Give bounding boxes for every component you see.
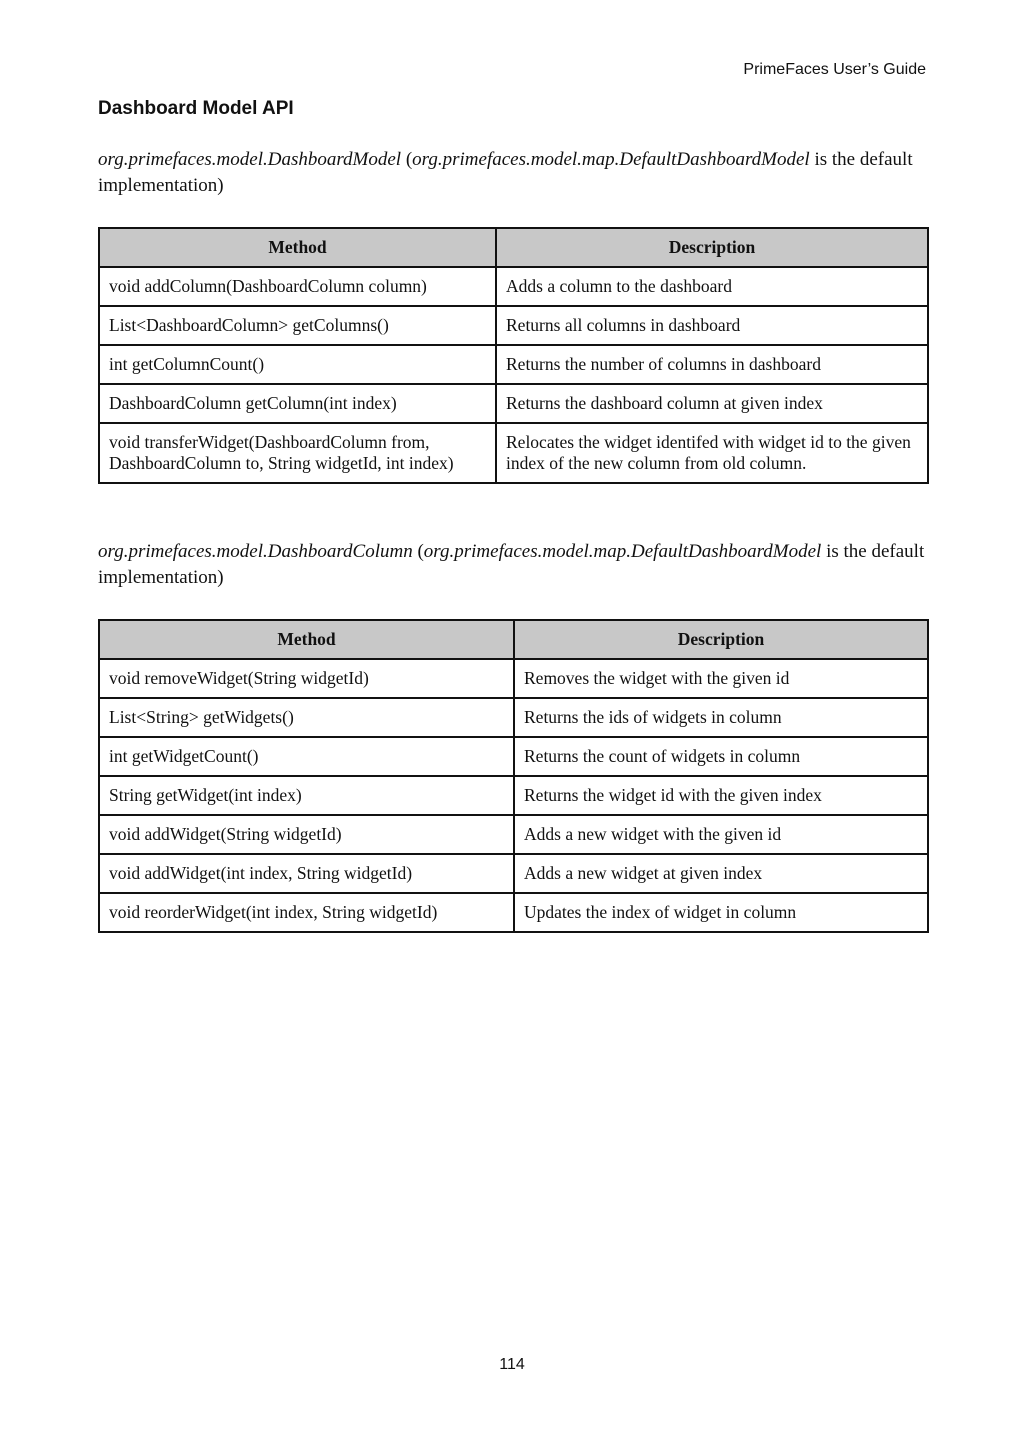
description-cell: Returns the dashboard column at given index (496, 384, 928, 423)
description-cell: Adds a new widget at given index (514, 854, 928, 893)
table-row (99, 306, 928, 345)
column-intro-tail: is the default implementation) (98, 541, 925, 588)
dashboard-model-table (98, 227, 929, 484)
description-cell: Returns the number of columns in dashboard (496, 345, 928, 384)
model-class-name: org.primefaces.model.DashboardModel (98, 149, 402, 170)
method-cell: void addWidget(int index, String widgetId) (99, 854, 514, 893)
column-header-description: Description (496, 228, 928, 267)
column-class-name: org.primefaces.model.DashboardColumn (98, 541, 413, 562)
description-cell: Returns the widget id with the given index (514, 776, 928, 815)
table-row (99, 384, 928, 423)
column-header-method: Method (99, 228, 496, 267)
table-header-row (99, 228, 928, 267)
page-number: 114 (499, 1356, 525, 1373)
method-cell: int getWidgetCount() (99, 737, 514, 776)
description-cell: Adds a new widget with the given id (514, 815, 928, 854)
method-cell: String getWidget(int index) (99, 776, 514, 815)
section-title: Dashboard Model API (98, 98, 294, 119)
method-cell: void addColumn(DashboardColumn column) (99, 267, 496, 306)
description-cell: Returns the count of widgets in column (514, 737, 928, 776)
table-row (99, 345, 928, 384)
dashboard-model-intro (98, 147, 926, 199)
method-cell: List<DashboardColumn> getColumns() (99, 306, 496, 345)
table-row (99, 854, 928, 893)
method-cell: List<String> getWidgets() (99, 698, 514, 737)
method-cell: int getColumnCount() (99, 345, 496, 384)
table-header-row (99, 620, 928, 659)
column-header-description: Description (514, 620, 928, 659)
description-cell: Returns the ids of widgets in column (514, 698, 928, 737)
table-row (99, 267, 928, 306)
description-cell: Returns all columns in dashboard (496, 306, 928, 345)
column-header-method: Method (99, 620, 514, 659)
method-cell: DashboardColumn getColumn(int index) (99, 384, 496, 423)
description-cell: Updates the index of widget in column (514, 893, 928, 932)
table-row (99, 423, 928, 483)
table-row (99, 776, 928, 815)
column-intro-open: ( (412, 541, 424, 562)
dashboard-column-table (98, 619, 929, 933)
table-row (99, 659, 928, 698)
method-cell: void addWidget(String widgetId) (99, 815, 514, 854)
description-cell: Removes the widget with the given id (514, 659, 928, 698)
model-intro-open: ( (401, 149, 413, 170)
model-intro-tail: is the default implementation) (98, 149, 913, 196)
column-impl-class-name: org.primefaces.model.map.DefaultDashboardModel (423, 541, 822, 562)
table-row (99, 737, 928, 776)
method-cell: void reorderWidget(int index, String widgetId) (99, 893, 514, 932)
description-cell: Relocates the widget identifed with widget id to the given index of the new column from old column. (496, 423, 928, 483)
running-header: PrimeFaces User’s Guide (743, 61, 926, 78)
dashboard-column-intro (98, 539, 926, 591)
table-row (99, 698, 928, 737)
method-cell: void transferWidget(DashboardColumn from, DashboardColumn to, String widgetId, int index) (99, 423, 496, 483)
table-row (99, 893, 928, 932)
method-cell: void removeWidget(String widgetId) (99, 659, 514, 698)
table-row (99, 815, 928, 854)
model-impl-class-name: org.primefaces.model.map.DefaultDashboardModel (412, 149, 810, 170)
description-cell: Adds a column to the dashboard (496, 267, 928, 306)
